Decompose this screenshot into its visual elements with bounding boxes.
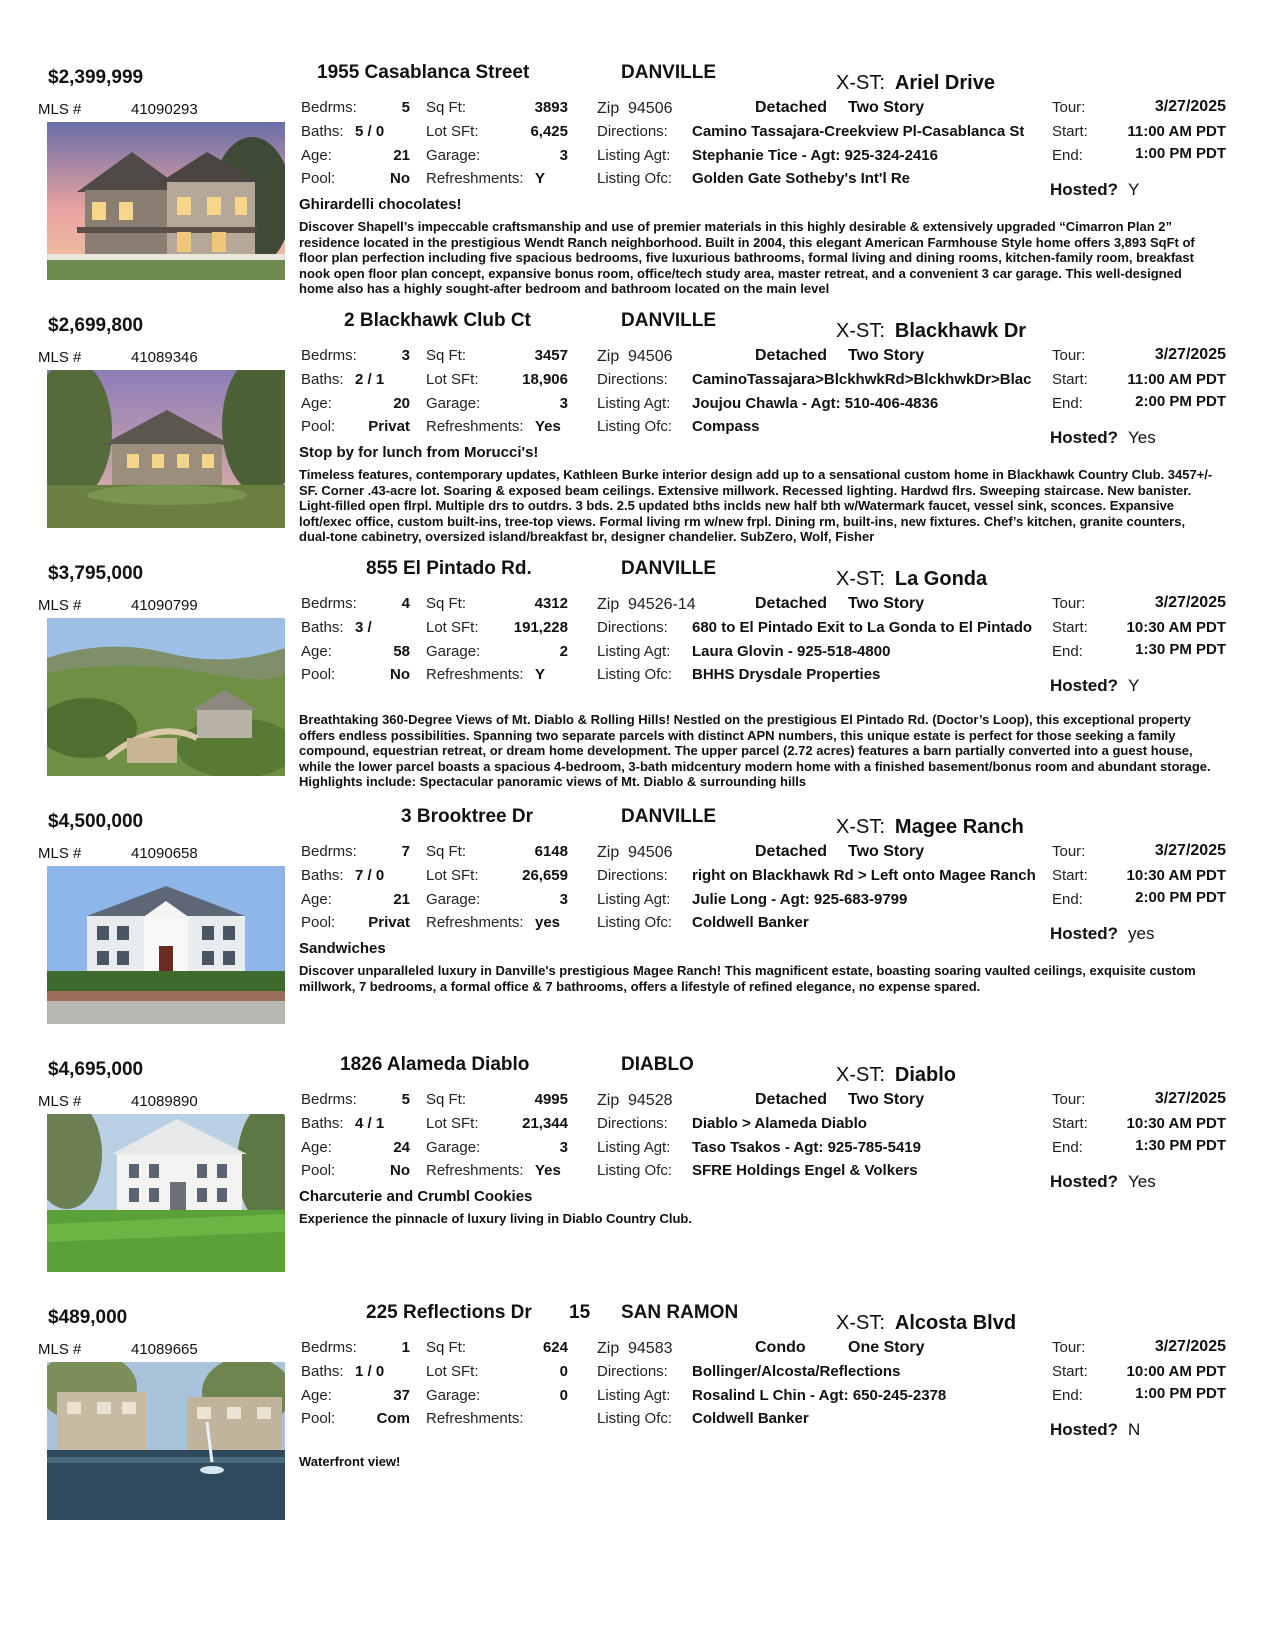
pool-label: Pool: xyxy=(301,914,336,931)
age-value: 24 xyxy=(393,1139,410,1156)
mls-label: MLS # xyxy=(38,845,82,862)
start-time: 11:00 AM PDT xyxy=(1127,123,1226,140)
end-label: End: xyxy=(1052,643,1083,660)
bedrooms-value: 4 xyxy=(401,595,410,612)
bedrooms-label: Bedrms: xyxy=(301,347,357,364)
lot-value: 21,344 xyxy=(522,1115,568,1132)
age-label: Age: xyxy=(301,1387,332,1404)
listing-city: DIABLO xyxy=(621,1054,694,1075)
end-time: 1:00 PM PDT xyxy=(1135,145,1226,162)
baths-label: Baths: xyxy=(301,371,344,388)
start-time: 10:00 AM PDT xyxy=(1126,1363,1226,1380)
cross-street-value: Ariel Drive xyxy=(894,72,995,94)
pool-value: No xyxy=(390,666,410,683)
property-remarks: Timeless features, contemporary updates, Kathleen Burke interior design add up to a sensational custom home in Blackhawk Country Club. 3457+/-SF. Corner .43-acre lot. Soaring & exposed beam ceilings. Extensive millwork. Recessed lighting. Hardwd flrs. Sweeping staircase. New banister. Light-filled open flrpl. Multiple drs to outdrs. 3 bds. 2.5 updated bths inclds new half bth w/Watermark faucet, vessel sink, sconces. Expansive loft/exec office, custom built-ins, tree-top views. Formal living rm w/new frpl. Dining rm, built-ins, new fixtures. Chef’s kitchen, granite counters, dual-tone cabinetry, oversized island/breakfast br, designer chandelier. SubZero, Wolf, Fisher xyxy=(299,467,1213,544)
directions-label: Directions: xyxy=(597,371,668,388)
lot-label: Lot SFt: xyxy=(426,123,479,140)
mls-number: 41090799 xyxy=(131,597,198,614)
pool-value: Privat xyxy=(368,418,410,435)
age-label: Age: xyxy=(301,395,332,412)
zip-label: Zip xyxy=(597,844,620,861)
bedrooms-value: 3 xyxy=(401,347,410,364)
listing-office-label: Listing Ofc: xyxy=(597,1410,673,1427)
open-house-tagline: Stop by for lunch from Morucci's! xyxy=(299,444,539,461)
bedrooms-label: Bedrms: xyxy=(301,99,357,116)
tour-label: Tour: xyxy=(1052,1339,1086,1356)
mls-label: MLS # xyxy=(38,1341,82,1358)
age-value: 37 xyxy=(393,1387,410,1404)
hosted-value: Y xyxy=(1128,180,1140,199)
hosted-label: Hosted? xyxy=(1050,924,1118,943)
mls-label: MLS # xyxy=(38,1093,82,1110)
garage-label: Garage: xyxy=(426,147,481,164)
listing-street: 855 El Pintado Rd. xyxy=(366,558,532,579)
garage-value: 3 xyxy=(559,395,568,412)
listing-price: $489,000 xyxy=(48,1307,128,1328)
tour-date: 3/27/2025 xyxy=(1154,594,1226,611)
home-type: Detached xyxy=(755,1091,828,1108)
hosted-label: Hosted? xyxy=(1050,180,1118,199)
cross-street-label: X-ST: xyxy=(836,568,885,590)
pool-value: No xyxy=(390,170,410,187)
directions-label: Directions: xyxy=(597,1115,668,1132)
property-photo[interactable] xyxy=(47,370,285,528)
listing-office-label: Listing Ofc: xyxy=(597,1162,673,1179)
tour-label: Tour: xyxy=(1052,347,1086,364)
home-type: Condo xyxy=(755,1339,806,1356)
mls-label: MLS # xyxy=(38,349,82,366)
bedrooms-value: 7 xyxy=(401,843,410,860)
hosted-field xyxy=(1050,1172,1156,1192)
sqft-value: 4995 xyxy=(534,1091,568,1108)
open-house-tagline: Sandwiches xyxy=(299,940,386,957)
hosted-label: Hosted? xyxy=(1050,428,1118,447)
hosted-field xyxy=(1050,676,1139,696)
zip-value: 94583 xyxy=(628,1340,673,1357)
pool-label: Pool: xyxy=(301,170,336,187)
listing-agent-label: Listing Agt: xyxy=(597,1139,671,1156)
listing-city: DANVILLE xyxy=(621,558,716,579)
age-value: 21 xyxy=(393,147,410,164)
listing-agent-label: Listing Agt: xyxy=(597,1387,671,1404)
tour-date: 3/27/2025 xyxy=(1154,98,1226,115)
listing-block xyxy=(0,558,1275,806)
home-style: Two Story xyxy=(848,1091,925,1108)
directions-value: Diablo > Alameda Diablo xyxy=(692,1115,867,1132)
listing-block xyxy=(0,310,1275,558)
sqft-value: 3893 xyxy=(534,99,568,116)
zip-label: Zip xyxy=(597,1340,620,1357)
home-style: Two Story xyxy=(848,595,925,612)
cross-street xyxy=(836,816,1024,839)
sqft-label: Sq Ft: xyxy=(426,1091,467,1108)
cross-street-label: X-ST: xyxy=(836,1064,885,1086)
listing-city: SAN RAMON xyxy=(621,1302,739,1323)
tour-date: 3/27/2025 xyxy=(1154,1338,1226,1355)
listing-office-value: SFRE Holdings Engel & Volkers xyxy=(692,1162,918,1179)
directions-value: 680 to El Pintado Exit to La Gonda to El Pintado xyxy=(692,619,1033,636)
start-time: 10:30 AM PDT xyxy=(1126,867,1226,884)
bedrooms-label: Bedrms: xyxy=(301,843,357,860)
pool-label: Pool: xyxy=(301,418,336,435)
refreshments-label: Refreshments: xyxy=(426,914,524,931)
zip-value: 94506 xyxy=(628,348,673,365)
end-time: 1:30 PM PDT xyxy=(1135,1137,1226,1154)
refreshments-label: Refreshments: xyxy=(426,170,524,187)
garage-label: Garage: xyxy=(426,891,481,908)
baths-value: 7 / 0 xyxy=(355,867,385,884)
cross-street-label: X-ST: xyxy=(836,816,885,838)
garage-value: 3 xyxy=(559,147,568,164)
lot-label: Lot SFt: xyxy=(426,1115,479,1132)
property-remarks: Waterfront view! xyxy=(299,1454,401,1469)
listing-street: 1955 Casablanca Street xyxy=(317,62,530,83)
listing-street: 3 Brooktree Dr xyxy=(401,806,533,827)
listing-price: $2,699,800 xyxy=(48,315,144,336)
listing-agent-label: Listing Agt: xyxy=(597,643,671,660)
garage-label: Garage: xyxy=(426,1139,481,1156)
start-label: Start: xyxy=(1052,619,1088,636)
home-type: Detached xyxy=(755,843,828,860)
pool-label: Pool: xyxy=(301,666,336,683)
bedrooms-label: Bedrms: xyxy=(301,1339,357,1356)
baths-value: 4 / 1 xyxy=(355,1115,385,1132)
garage-label: Garage: xyxy=(426,643,481,660)
age-value: 58 xyxy=(393,643,410,660)
listing-block xyxy=(0,62,1275,310)
home-type: Detached xyxy=(755,347,828,364)
property-remarks: Experience the pinnacle of luxury living in Diablo Country Club. xyxy=(299,1211,692,1226)
sqft-value: 624 xyxy=(542,1339,568,1356)
listing-block xyxy=(0,1054,1275,1302)
hosted-value: Yes xyxy=(1128,428,1156,447)
end-label: End: xyxy=(1052,1387,1083,1404)
refreshments-label: Refreshments: xyxy=(426,666,524,683)
zip-value: 94526-14 xyxy=(628,596,696,613)
property-photo[interactable] xyxy=(47,618,285,776)
listing-office-value: Coldwell Banker xyxy=(692,1410,809,1427)
age-label: Age: xyxy=(301,147,332,164)
bedrooms-value: 1 xyxy=(401,1339,410,1356)
baths-label: Baths: xyxy=(301,1363,344,1380)
listing-agent-label: Listing Agt: xyxy=(597,147,671,164)
mls-number: 41089665 xyxy=(131,1341,198,1358)
hosted-value: N xyxy=(1128,1420,1141,1439)
tour-label: Tour: xyxy=(1052,99,1086,116)
zip-label: Zip xyxy=(597,100,620,117)
home-type: Detached xyxy=(755,99,828,116)
listing-unit: 15 xyxy=(569,1302,591,1323)
home-style: Two Story xyxy=(848,347,925,364)
listing-office-value: Compass xyxy=(692,418,760,435)
refreshments-value: yes xyxy=(535,914,561,931)
hosted-value: yes xyxy=(1128,924,1155,943)
pool-label: Pool: xyxy=(301,1162,336,1179)
listing-agent-label: Listing Agt: xyxy=(597,395,671,412)
baths-value: 2 / 1 xyxy=(355,371,385,388)
age-value: 21 xyxy=(393,891,410,908)
end-label: End: xyxy=(1052,395,1083,412)
mls-number: 41090658 xyxy=(131,845,198,862)
end-time: 1:00 PM PDT xyxy=(1135,1385,1226,1402)
refreshments-value: Yes xyxy=(535,418,561,435)
cross-street xyxy=(836,320,1026,343)
lot-label: Lot SFt: xyxy=(426,1363,479,1380)
cross-street xyxy=(836,72,995,95)
listing-office-label: Listing Ofc: xyxy=(597,666,673,683)
bedrooms-value: 5 xyxy=(401,1091,410,1108)
property-photo[interactable] xyxy=(47,866,285,1024)
tour-date: 3/27/2025 xyxy=(1154,842,1226,859)
lot-label: Lot SFt: xyxy=(426,371,479,388)
garage-label: Garage: xyxy=(426,395,481,412)
tour-label: Tour: xyxy=(1052,595,1086,612)
zip-value: 94506 xyxy=(628,844,673,861)
zip-label: Zip xyxy=(597,596,620,613)
listing-agent-value: Stephanie Tice - Agt: 925-324-2416 xyxy=(692,147,938,164)
end-label: End: xyxy=(1052,891,1083,908)
sqft-value: 4312 xyxy=(534,595,568,612)
directions-value: Camino Tassajara-Creekview Pl-Casablanca St xyxy=(692,123,1025,140)
start-time: 10:30 AM PDT xyxy=(1126,1115,1226,1132)
sqft-label: Sq Ft: xyxy=(426,347,467,364)
property-remarks: Discover Shapell’s impeccable craftsmanship and use of premier materials in this highly desirable & extensively upgraded “Cimarron Plan 2” residence located in the prestigious Wendt Ranch neighborhood. Built in 2004, this elegant American Farmhouse Style home offers 3,893 SqFt of floor plan perfection including five spacious bedrooms, five luxurious bathrooms, formal living and dining rooms, kitchen-family room, breakfast nook open floor plan concept, expansive bonus room, office/tech study area, master retreat, and a convenient 3 car garage. This well-designed home also has a highly sought-after bedroom and bathroom located on the main level xyxy=(299,219,1195,296)
cross-street-label: X-ST: xyxy=(836,72,885,94)
directions-value: Bollinger/Alcosta/Reflections xyxy=(692,1363,901,1380)
sqft-value: 3457 xyxy=(534,347,568,364)
hosted-field xyxy=(1050,180,1139,200)
listing-street: 225 Reflections Dr xyxy=(366,1302,532,1323)
mls-number: 41089346 xyxy=(131,349,198,366)
listing-agent-label: Listing Agt: xyxy=(597,891,671,908)
age-label: Age: xyxy=(301,1139,332,1156)
baths-label: Baths: xyxy=(301,1115,344,1132)
sqft-label: Sq Ft: xyxy=(426,595,467,612)
lot-value: 191,228 xyxy=(513,619,568,636)
cross-street-value: Alcosta Blvd xyxy=(894,1312,1017,1334)
start-label: Start: xyxy=(1052,1115,1088,1132)
home-style: Two Story xyxy=(848,843,925,860)
open-house-tagline: Ghirardelli chocolates! xyxy=(299,196,462,213)
refreshments-label: Refreshments: xyxy=(426,1410,524,1427)
bedrooms-label: Bedrms: xyxy=(301,1091,357,1108)
hosted-label: Hosted? xyxy=(1050,1420,1118,1439)
lot-value: 6,425 xyxy=(530,123,568,140)
hosted-field xyxy=(1050,1420,1140,1440)
end-time: 2:00 PM PDT xyxy=(1135,393,1226,410)
mls-number: 41089890 xyxy=(131,1093,198,1110)
garage-value: 0 xyxy=(559,1387,568,1404)
cross-street-label: X-ST: xyxy=(836,320,885,342)
start-label: Start: xyxy=(1052,1363,1088,1380)
listing-street: 1826 Alameda Diablo xyxy=(340,1054,530,1075)
zip-label: Zip xyxy=(597,348,620,365)
lot-label: Lot SFt: xyxy=(426,619,479,636)
property-photo[interactable] xyxy=(47,1114,285,1272)
listing-price: $2,399,999 xyxy=(48,67,144,88)
listing-office-value: BHHS Drysdale Properties xyxy=(692,666,881,683)
hosted-value: Y xyxy=(1128,676,1140,695)
sqft-value: 6148 xyxy=(534,843,568,860)
listing-city: DANVILLE xyxy=(621,62,716,83)
property-photo[interactable] xyxy=(47,1362,285,1520)
lot-value: 18,906 xyxy=(522,371,568,388)
listing-office-label: Listing Ofc: xyxy=(597,170,673,187)
baths-label: Baths: xyxy=(301,619,344,636)
listing-street: 2 Blackhawk Club Ct xyxy=(344,310,531,331)
listing-agent-value: Julie Long - Agt: 925-683-9799 xyxy=(692,891,908,908)
sqft-label: Sq Ft: xyxy=(426,99,467,116)
garage-value: 2 xyxy=(559,643,568,660)
home-style: Two Story xyxy=(848,99,925,116)
hosted-value: Yes xyxy=(1128,1172,1156,1191)
tour-date: 3/27/2025 xyxy=(1154,346,1226,363)
cross-street-value: Blackhawk Dr xyxy=(894,320,1027,342)
home-style: One Story xyxy=(848,1339,925,1356)
age-label: Age: xyxy=(301,643,332,660)
baths-value: 5 / 0 xyxy=(355,123,385,140)
directions-label: Directions: xyxy=(597,619,668,636)
hosted-label: Hosted? xyxy=(1050,1172,1118,1191)
bedrooms-label: Bedrms: xyxy=(301,595,357,612)
cross-street-value: Diablo xyxy=(894,1064,957,1086)
tour-label: Tour: xyxy=(1052,1091,1086,1108)
zip-value: 94528 xyxy=(628,1092,673,1109)
listing-block xyxy=(0,806,1275,1054)
refreshments-value: Y xyxy=(535,666,546,683)
property-remarks: Breathtaking 360-Degree Views of Mt. Diablo & Rolling Hills! Nestled on the prestigious El Pintado Rd. (Doctor’s Loop), this exceptional property offers endless possibilities. Spanning two separate parcels with distinct APN numbers, this unique estate is perfect for those seeking a family compound, equestrian retreat, or dream home development. The upper parcel (2.72 acres) features a barn partially converted into a guest house, while the lower parcel boasts a spacious 4-bedroom, 3-bath midcentury modern home with a finished basement/bonus room and abundant storage. Highlights include: Spectacular panoramic views of Mt. Diablo & surrounding hills xyxy=(299,712,1211,789)
garage-value: 3 xyxy=(559,891,568,908)
tour-label: Tour: xyxy=(1052,843,1086,860)
listing-office-label: Listing Ofc: xyxy=(597,418,673,435)
age-label: Age: xyxy=(301,891,332,908)
refreshments-label: Refreshments: xyxy=(426,1162,524,1179)
cross-street xyxy=(836,1064,956,1087)
listing-office-label: Listing Ofc: xyxy=(597,914,673,931)
listing-agent-value: Rosalind L Chin - Agt: 650-245-2378 xyxy=(692,1387,947,1404)
baths-value: 3 / xyxy=(355,619,372,636)
baths-label: Baths: xyxy=(301,123,344,140)
listing-price: $4,500,000 xyxy=(48,811,144,832)
pool-value: No xyxy=(390,1162,410,1179)
lot-value: 26,659 xyxy=(522,867,568,884)
listing-city: DANVILLE xyxy=(621,806,716,827)
lot-value: 0 xyxy=(559,1363,568,1380)
start-label: Start: xyxy=(1052,867,1088,884)
listing-city: DANVILLE xyxy=(621,310,716,331)
lot-label: Lot SFt: xyxy=(426,867,479,884)
end-time: 1:30 PM PDT xyxy=(1135,641,1226,658)
zip-label: Zip xyxy=(597,1092,620,1109)
listing-office-value: Golden Gate Sotheby's Int'l Re xyxy=(692,170,910,187)
baths-value: 1 / 0 xyxy=(355,1363,385,1380)
listing-price: $3,795,000 xyxy=(48,563,144,584)
pool-value: Com xyxy=(376,1410,410,1427)
mls-label: MLS # xyxy=(38,597,82,614)
cross-street-value: Magee Ranch xyxy=(894,816,1024,838)
refreshments-value: Y xyxy=(535,170,546,187)
cross-street-label: X-ST: xyxy=(836,1312,885,1334)
end-label: End: xyxy=(1052,147,1083,164)
mls-label: MLS # xyxy=(38,101,82,118)
start-label: Start: xyxy=(1052,371,1088,388)
cross-street xyxy=(836,1312,1016,1335)
baths-label: Baths: xyxy=(301,867,344,884)
bedrooms-value: 5 xyxy=(401,99,410,116)
refreshments-label: Refreshments: xyxy=(426,418,524,435)
pool-value: Privat xyxy=(368,914,410,931)
cross-street-value: La Gonda xyxy=(894,568,988,590)
listing-price: $4,695,000 xyxy=(48,1059,144,1080)
garage-value: 3 xyxy=(559,1139,568,1156)
age-value: 20 xyxy=(393,395,410,412)
listing-agent-value: Taso Tsakos - Agt: 925-785-5419 xyxy=(692,1139,921,1156)
home-type: Detached xyxy=(755,595,828,612)
zip-value: 94506 xyxy=(628,100,673,117)
property-remarks: Discover unparalleled luxury in Danville's prestigious Magee Ranch! This magnificent estate, boasting soaring vaulted ceilings, exquisite custom millwork, 7 bedrooms, a formal office & 7 bathrooms, offers a lifestyle of refined elegance, no expense spared. xyxy=(299,963,1196,994)
listing-block xyxy=(0,1302,1275,1550)
start-time: 10:30 AM PDT xyxy=(1126,619,1226,636)
start-time: 11:00 AM PDT xyxy=(1127,371,1226,388)
end-label: End: xyxy=(1052,1139,1083,1156)
start-label: Start: xyxy=(1052,123,1088,140)
end-time: 2:00 PM PDT xyxy=(1135,889,1226,906)
directions-value: CaminoTassajara>BlckhwkRd>BlckhwkDr>Blac xyxy=(692,371,1032,388)
directions-label: Directions: xyxy=(597,867,668,884)
hosted-field xyxy=(1050,924,1154,944)
hosted-field xyxy=(1050,428,1156,448)
garage-label: Garage: xyxy=(426,1387,481,1404)
pool-label: Pool: xyxy=(301,1410,336,1427)
directions-label: Directions: xyxy=(597,1363,668,1380)
listing-agent-value: Joujou Chawla - Agt: 510-406-4836 xyxy=(692,395,939,412)
hosted-label: Hosted? xyxy=(1050,676,1118,695)
listing-office-value: Coldwell Banker xyxy=(692,914,809,931)
open-house-tagline: Charcuterie and Crumbl Cookies xyxy=(299,1188,533,1205)
directions-value: right on Blackhawk Rd > Left onto Magee Ranch xyxy=(692,867,1036,884)
sqft-label: Sq Ft: xyxy=(426,843,467,860)
refreshments-value: Yes xyxy=(535,1162,561,1179)
tour-date: 3/27/2025 xyxy=(1154,1090,1226,1107)
sqft-label: Sq Ft: xyxy=(426,1339,467,1356)
property-photo[interactable] xyxy=(47,122,285,280)
directions-label: Directions: xyxy=(597,123,668,140)
listing-agent-value: Laura Glovin - 925-518-4800 xyxy=(692,643,891,660)
mls-number: 41090293 xyxy=(131,101,198,118)
cross-street xyxy=(836,568,987,591)
